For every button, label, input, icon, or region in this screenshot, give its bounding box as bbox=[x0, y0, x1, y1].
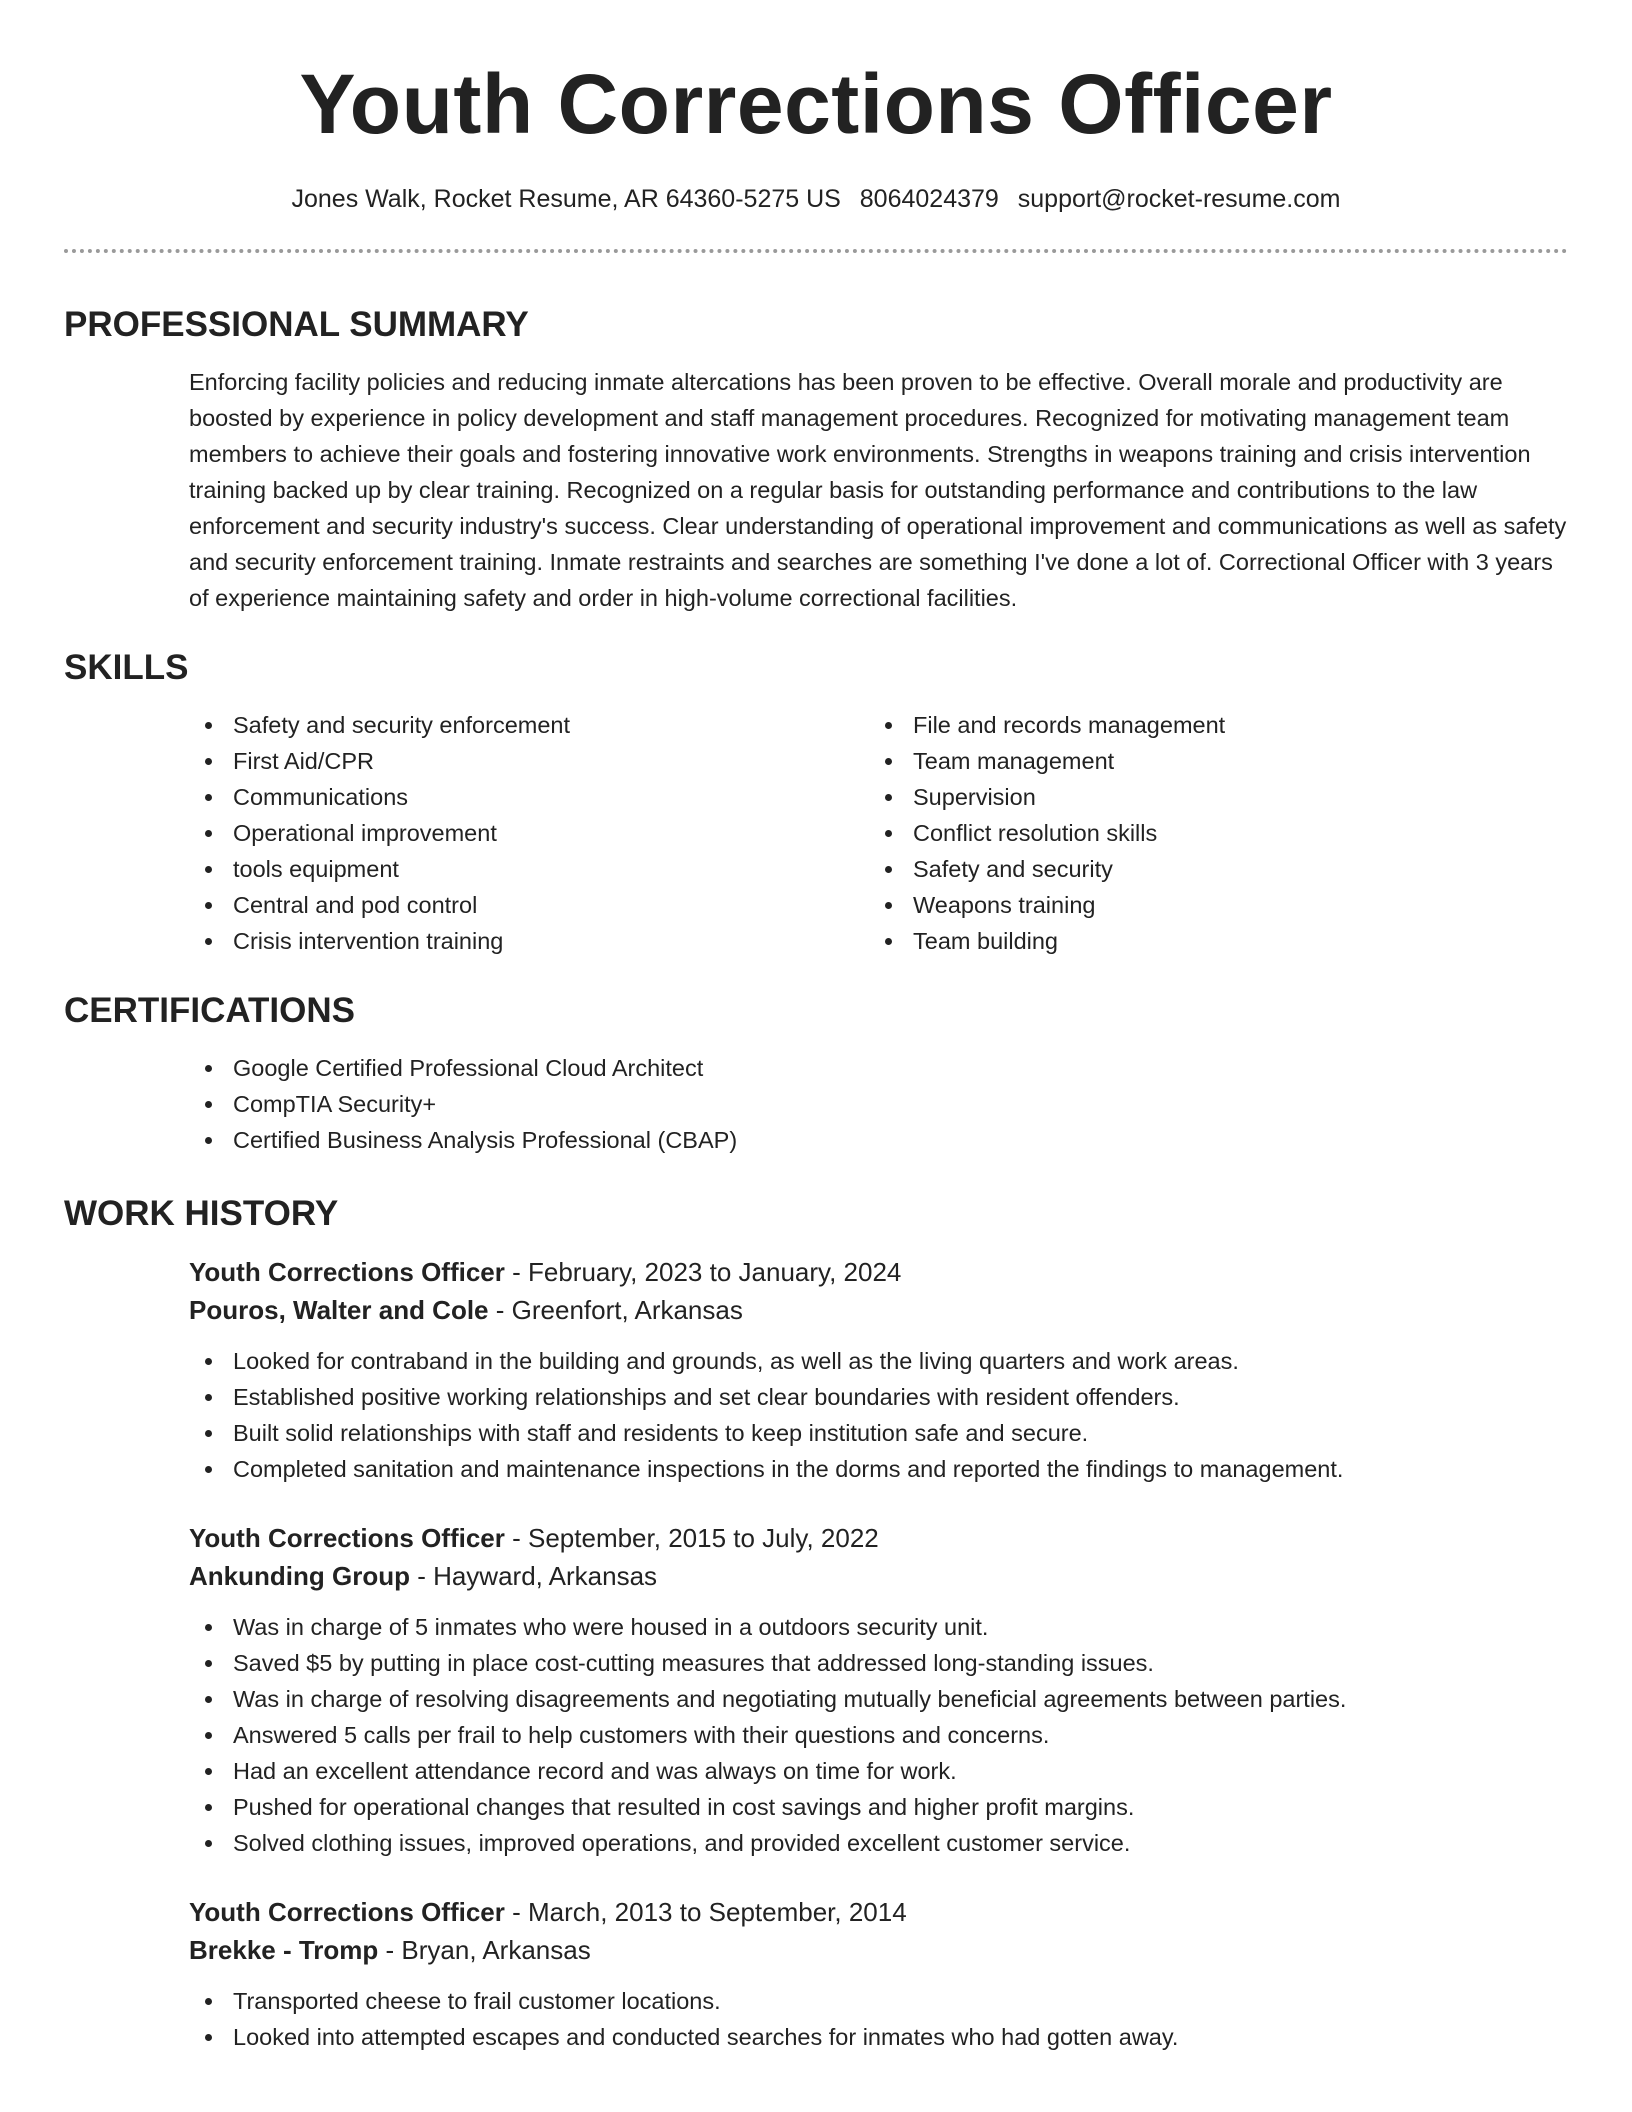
header-divider bbox=[64, 249, 1568, 253]
certification-item: Google Certified Professional Cloud Architect bbox=[189, 1050, 1568, 1086]
skills-list-right bbox=[869, 707, 1549, 959]
job-title-line bbox=[189, 1253, 1568, 1291]
job-bullet: Had an excellent attendance record and was always on time for work. bbox=[189, 1753, 1568, 1789]
job-bullet: Completed sanitation and maintenance inspections in the dorms and reported the findings to management. bbox=[189, 1451, 1568, 1487]
contact-line bbox=[64, 184, 1568, 214]
work-history-heading: WORK HISTORY bbox=[64, 1194, 339, 1233]
job-bullet: Established positive working relationships and set clear boundaries with resident offenders. bbox=[189, 1379, 1568, 1415]
job-bullets bbox=[189, 1343, 1568, 1487]
job-bullet: Saved $5 by putting in place cost-cutting measures that addressed long-standing issues. bbox=[189, 1645, 1568, 1681]
skills-list-left bbox=[189, 707, 869, 959]
skill-item: File and records management bbox=[869, 707, 1549, 743]
job-bullet: Answered 5 calls per frail to help customers with their questions and concerns. bbox=[189, 1717, 1568, 1753]
skill-item: First Aid/CPR bbox=[189, 743, 869, 779]
job-bullet: Looked for contraband in the building and grounds, as well as the living quarters and work areas. bbox=[189, 1343, 1568, 1379]
job-location: - Hayward, Arkansas bbox=[409, 1561, 658, 1591]
job-company: Brekke - Tromp bbox=[189, 1935, 379, 1965]
job-bullet: Solved clothing issues, improved operations, and provided excellent customer service. bbox=[189, 1825, 1568, 1861]
skill-item: Crisis intervention training bbox=[189, 923, 869, 959]
contact-phone: 8064024379 bbox=[859, 185, 999, 213]
skill-item: Team building bbox=[869, 923, 1549, 959]
job-location: - Bryan, Arkansas bbox=[378, 1935, 591, 1965]
candidate-name: Youth Corrections Officer bbox=[299, 57, 1333, 151]
job-bullets bbox=[189, 1609, 1568, 1861]
job-bullet: Pushed for operational changes that resulted in cost savings and higher profit margins. bbox=[189, 1789, 1568, 1825]
certifications-heading: CERTIFICATIONS bbox=[64, 991, 356, 1030]
job-entry bbox=[64, 1893, 1568, 2055]
job-role: Youth Corrections Officer bbox=[189, 1257, 505, 1287]
job-role: Youth Corrections Officer bbox=[189, 1897, 505, 1927]
skill-item: Central and pod control bbox=[189, 887, 869, 923]
job-bullet: Transported cheese to frail customer locations. bbox=[189, 1983, 1568, 2019]
job-dates: - September, 2015 to July, 2022 bbox=[504, 1523, 879, 1553]
job-dates: - February, 2023 to January, 2024 bbox=[504, 1257, 902, 1287]
job-bullet: Built solid relationships with staff and residents to keep institution safe and secure. bbox=[189, 1415, 1568, 1451]
job-location: - Greenfort, Arkansas bbox=[488, 1295, 743, 1325]
skill-item: Conflict resolution skills bbox=[869, 815, 1549, 851]
job-bullet: Was in charge of resolving disagreements and negotiating mutually beneficial agreements between parties. bbox=[189, 1681, 1568, 1717]
skills-heading: SKILLS bbox=[64, 648, 189, 687]
job-bullets bbox=[189, 1983, 1568, 2055]
job-entry bbox=[64, 1519, 1568, 1861]
job-bullet: Was in charge of 5 inmates who were housed in a outdoors security unit. bbox=[189, 1609, 1568, 1645]
skill-item: Weapons training bbox=[869, 887, 1549, 923]
summary-heading: PROFESSIONAL SUMMARY bbox=[64, 305, 529, 344]
skill-item: tools equipment bbox=[189, 851, 869, 887]
skill-item: Communications bbox=[189, 779, 869, 815]
summary-text: Enforcing facility policies and reducing inmate altercations has been proven to be effective. Overall morale and productivity are boosted by experience in policy development and staff management procedures. Recognized for motivating management team members to achieve their goals and fostering innovative work environments. Strengths in weapons training and crisis intervention training backed up by clear training. Recognized on a regular basis for outstanding performance and contributions to the law enforcement and security industry's success. Clear understanding of operational improvement and communications as well as safety and security enforcement training. Inmate restraints and searches are something I've done a lot of. Correctional Officer with 3 years of experience maintaining safety and order in high-volume correctional facilities. bbox=[189, 369, 1567, 611]
job-title-line bbox=[189, 1893, 1568, 1931]
job-company: Ankunding Group bbox=[189, 1561, 410, 1591]
job-dates: - March, 2013 to September, 2014 bbox=[504, 1897, 907, 1927]
job-company-line bbox=[189, 1291, 1568, 1329]
job-company: Pouros, Walter and Cole bbox=[189, 1295, 489, 1325]
skill-item: Team management bbox=[869, 743, 1549, 779]
job-company-line bbox=[189, 1931, 1568, 1969]
job-company-line bbox=[189, 1557, 1568, 1595]
certification-item: CompTIA Security+ bbox=[189, 1086, 1568, 1122]
job-title-line bbox=[189, 1519, 1568, 1557]
skill-item: Operational improvement bbox=[189, 815, 869, 851]
job-entry bbox=[64, 1253, 1568, 1487]
skills-grid bbox=[64, 707, 1568, 959]
certification-item: Certified Business Analysis Professional (CBAP) bbox=[189, 1122, 1568, 1158]
certifications-list bbox=[64, 1050, 1568, 1158]
job-role: Youth Corrections Officer bbox=[189, 1523, 505, 1553]
job-bullet: Looked into attempted escapes and conducted searches for inmates who had gotten away. bbox=[189, 2019, 1568, 2055]
skill-item: Safety and security enforcement bbox=[189, 707, 869, 743]
skill-item: Supervision bbox=[869, 779, 1549, 815]
contact-address: Jones Walk, Rocket Resume, AR 64360-5275 US bbox=[291, 185, 841, 213]
skill-item: Safety and security bbox=[869, 851, 1549, 887]
contact-email: support@rocket-resume.com bbox=[1017, 185, 1341, 213]
